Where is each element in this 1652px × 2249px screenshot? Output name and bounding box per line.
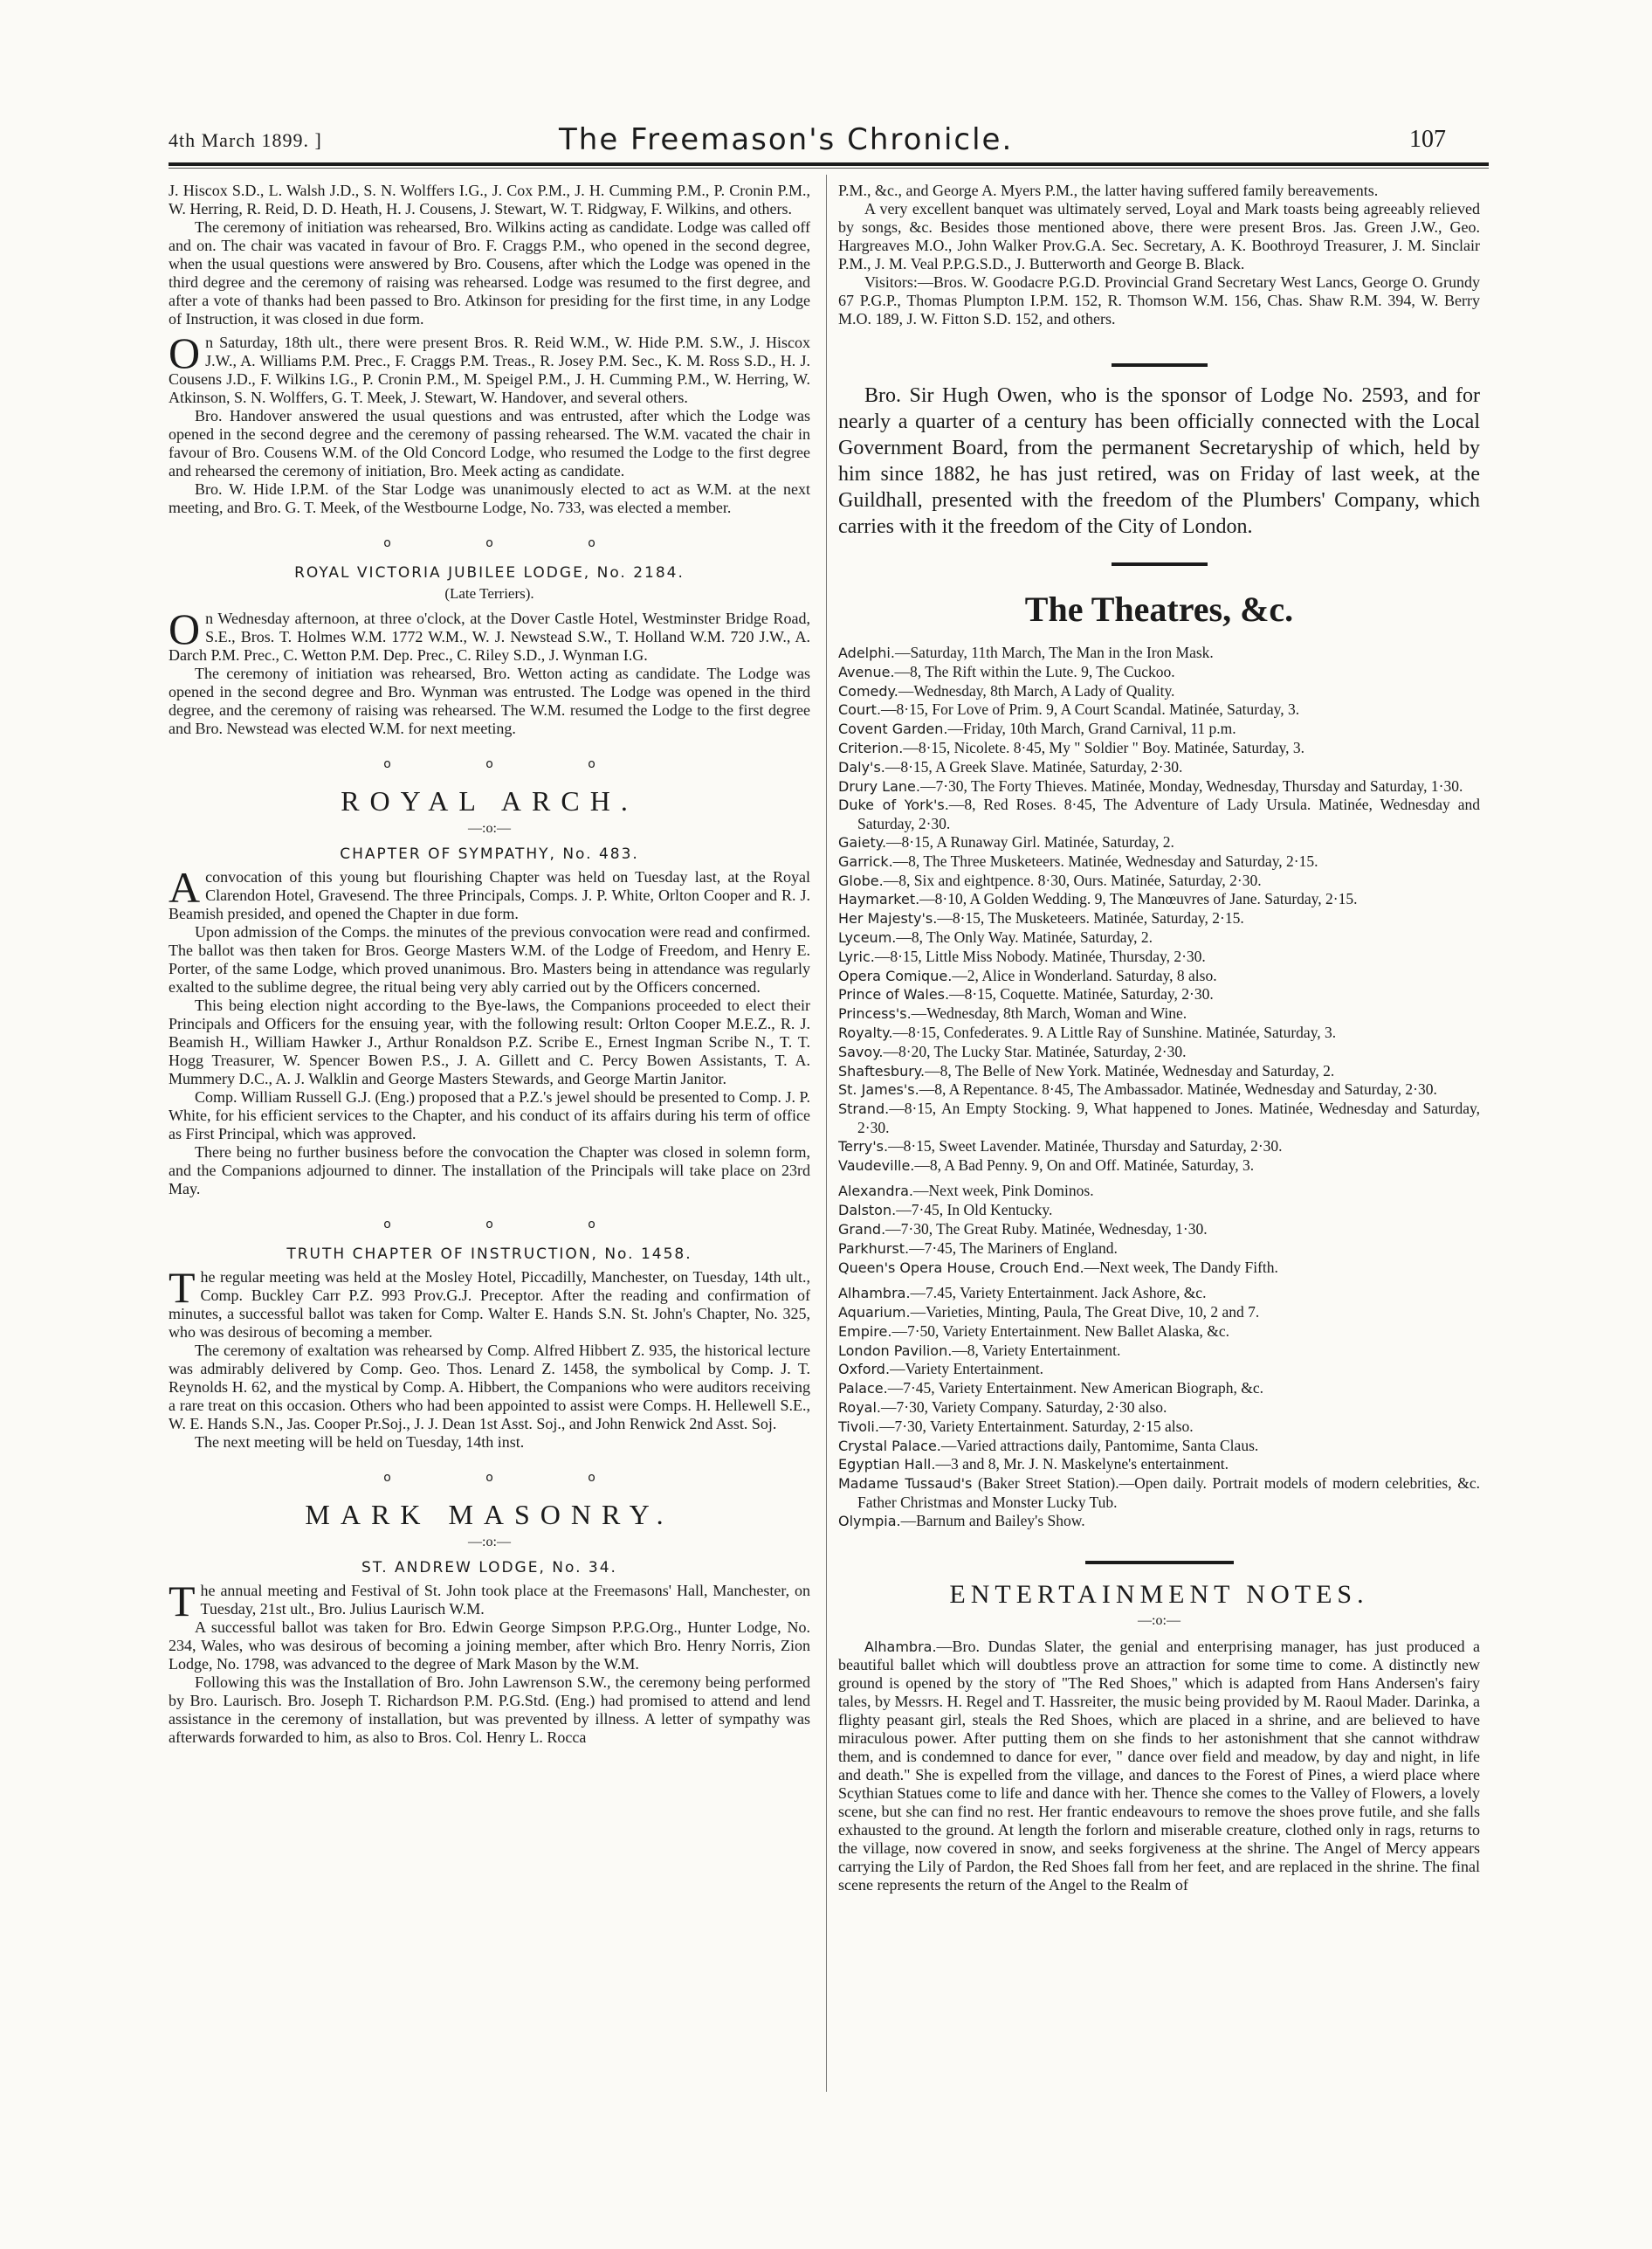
theatre-entry	[838, 1512, 1480, 1531]
theatre-name: Palace.	[838, 1380, 888, 1397]
rvj-lodge-title: ROYAL VICTORIA JUBILEE LODGE, No. 2184.	[294, 564, 685, 582]
left-column	[169, 182, 810, 2094]
theatre-details: —Next week, The Dandy Fifth.	[1084, 1258, 1278, 1276]
theatre-entry	[838, 1259, 1480, 1278]
theatre-entry	[838, 1379, 1480, 1398]
theatre-name: Madame Tussaud's	[838, 1475, 973, 1493]
theatre-entry	[838, 644, 1480, 663]
ornament-divider: o o o	[383, 1471, 641, 1485]
theatre-name: Grand.	[838, 1220, 886, 1238]
theatre-entry	[838, 1201, 1480, 1220]
right-column	[838, 182, 1480, 2094]
theatre-entry	[838, 1455, 1480, 1474]
theatre-name: Dalston.	[838, 1202, 897, 1219]
theatre-entry	[838, 852, 1480, 872]
theatre-details: —8·15, Coquette. Matinée, Saturday, 2·30.	[949, 985, 1214, 1004]
theatre-name: Alhambra.	[838, 1285, 911, 1302]
theatre-details: —7·30, Variety Company. Saturday, 2·30 also.	[881, 1398, 1167, 1417]
theatre-details: —Saturday, 11th March, The Man in the Iron Mask.	[894, 644, 1214, 661]
theatre-name: Strand.	[838, 1100, 890, 1118]
banquet-paragraph: A very excellent banquet was ultimately served, Loyal and Mark toasts being agreeably relieved by songs, &c. Besides those mentioned above, there were present Bros. Jas. Green J.W., Geo. Hargreaves M.O., John Walker Prov.G.A. Sec. Secretary, A. K. Boothroyd Treasurer, J. M. Sinclair P.M., J. M. Veal P.P.G.S.D., J. Butterworth and George B. Black.	[838, 200, 1480, 273]
theatre-details: —7·45, Variety Entertainment. New American Biograph, &c.	[887, 1379, 1263, 1397]
theatre-name: Olympia.	[838, 1512, 901, 1529]
theatre-name: Terry's.	[838, 1137, 889, 1155]
theatre-entry	[838, 890, 1480, 909]
continued-paragraph: P.M., &c., and George A. Myers P.M., the latter having suffered family bereavements.	[838, 182, 1379, 199]
theatre-details: —7.45, Variety Entertainment. Jack Ashore, &c.	[910, 1284, 1207, 1302]
section-bar	[1085, 1561, 1234, 1564]
theatre-entry	[838, 1360, 1480, 1379]
header-rule	[169, 162, 1489, 166]
theatre-entry	[838, 1043, 1480, 1062]
theatre-details: —2, Alice in Wonderland. Saturday, 8 also.	[952, 966, 1217, 984]
theatre-name: Queen's Opera House, Crouch End.	[838, 1259, 1084, 1276]
theatre-entry	[838, 1100, 1480, 1137]
theatre-entry	[838, 1062, 1480, 1081]
theatres-heading: The Theatres, &c.	[1024, 590, 1294, 629]
theatre-name: Prince of Wales.	[838, 986, 950, 1004]
theatre-details: —Varied attractions daily, Pantomime, Santa Claus.	[940, 1436, 1259, 1454]
sympathy-chapter-title: CHAPTER OF SYMPATHY, No. 483.	[340, 845, 639, 863]
theatre-details: —8·15, The Musketeers. Matinée, Saturday, 2·15.	[937, 909, 1244, 928]
st-andrew-lodge-title: ST. ANDREW LODGE, No. 34.	[361, 1559, 617, 1576]
theatre-name: Crystal Palace.	[838, 1437, 941, 1454]
theatre-name: Daly's.	[838, 758, 885, 776]
theatre-details: —8·15, Nicolete. 8·45, My " Soldier " Boy. Matinée, Saturday, 3.	[903, 738, 1305, 756]
theatre-entry	[838, 1342, 1480, 1361]
saturday-paragraph: On Saturday, 18th ult., there were present Bros. R. Reid W.M., W. Hide P.M. S.W., J. Hiscox J.W., A. Williams P.M. Prec., F. Craggs P.M. Treas., R. Josey P.M. Sec., K. M. Ross S.D., H. J. Cousens J.D., F. Wilkins I.G., P. Cronin P.M., M. Speigel P.M., J. H. Cumming P.M., W. Herring, W. Atkinson, S. N. Wolffers, G. T. Meek, J. Stewart, W. Handover, and several others.	[169, 328, 810, 406]
sympathy-paragraph-3: This being election night according to the Bye-laws, the Companions proceeded to elect their Principals and Officers for the ensuing year, with the following result: Orlton Cooper M.E.Z., R. J. Beamish H., William Hawker J., Arthur Ronaldson P.Z. Scribe E., Ernest Ingman Scribe N., T. T. Hogg Treasurer, W. Spencer Bowen P.S., J. A. Gillett and C. Percy Bowen Assistants, T. A. Mummery D.C., A. J. Walklin and George Masters Stewards, and George Martin Janitor.	[169, 997, 810, 1087]
theatre-name: Princess's.	[838, 1005, 912, 1023]
theatre-entry	[838, 985, 1480, 1004]
theatre-entry	[838, 928, 1480, 948]
theatre-name: Savoy.	[838, 1043, 884, 1060]
theatre-details: —Variety Entertainment.	[890, 1360, 1043, 1378]
theatre-name: Haymarket.	[838, 891, 920, 908]
theatre-details: —8, Variety Entertainment.	[952, 1341, 1121, 1359]
section-bar	[1112, 562, 1208, 566]
ornament-divider: o o o	[383, 536, 641, 550]
sympathy-paragraph: Aconvocation of this young but flourishing Chapter was held on Tuesday last, at the Royal Clarendon Hotel, Gravesend. The three Principals, Comps. J. P. White, Orlton Cooper and R. J. Beamish presided, and opened the Chapter in due form.	[169, 863, 810, 922]
st-andrew-paragraph-2: A successful ballot was taken for Bro. Edwin George Simpson P.P.G.Org., Hunter Lodge, No. 234, Wales, who was desirous of becoming a joining member, after which Bro. Henry Norris, Zion Lodge, No. 1798, was advanced to the degree of Mark Mason by the W.M.	[169, 1618, 810, 1673]
intro-paragraph: J. Hiscox S.D., L. Walsh J.D., S. N. Wolffers I.G., J. Cox P.M., J. H. Cumming P.M., P. Cronin P.M., W. Herring, R. Reid, D. D. Heath, H. J. Cousens, J. Stewart, W. T. Ridgway, F. Wilkins, and others.	[169, 182, 810, 217]
truth-chapter-title: TRUTH CHAPTER OF INSTRUCTION, No. 1458.	[286, 1245, 692, 1263]
theatre-name: Oxford.	[838, 1361, 891, 1378]
theatre-details: —8, Red Roses. 8·45, The Adventure of Lady Ursula. Matinée, Wednesday and Saturday, 2·30.	[857, 796, 1480, 833]
theatre-name: Tivoli.	[838, 1418, 879, 1435]
theatre-name: London Pavilion.	[838, 1342, 953, 1359]
theatre-entry	[838, 777, 1480, 797]
theatre-name: Egyptian Hall.	[838, 1456, 936, 1473]
theatre-entry	[838, 1080, 1480, 1100]
header-rule-thin	[169, 168, 1489, 169]
theatre-details: —8, A Repentance. 8·45, The Ambassador. Matinée, Wednesday and Saturday, 2·30.	[919, 1080, 1437, 1099]
alhambra-lead: Alhambra.	[864, 1638, 937, 1655]
sympathy-paragraph-2: Upon admission of the Comps. the minutes of the previous convocation were read and confirmed. The ballot was then taken for Bros. George Masters W.M. of the Lodge of Freedom, and Henry E. Porter, of the same Lodge, which proved unanimous. Bro. Masters being in attendance was regularly exalted to the sublime degree, the ritual being very ably carried out by the Officers concerned.	[169, 923, 810, 996]
intro-paragraph-2: The ceremony of initiation was rehearsed, Bro. Wilkins acting as candidate. Lodge was called off and on. The chair was vacated in favour of Bro. F. Craggs P.M., who opened in the second degree, when the usual questions were answered by Bro. Cousens, after which the Lodge was opened in the third degree and the ceremony of raising was rehearsed. Lodge was resumed to the first degree, and after a vote of thanks had been passed to Bro. Atkinson for presiding for the first time, in any Lodge of Instruction, it was closed in due form.	[169, 218, 810, 328]
theatre-entry	[838, 1322, 1480, 1342]
theatre-entry	[838, 758, 1480, 777]
theatre-details: —Friday, 10th March, Grand Carnival, 11 p.m.	[947, 720, 1236, 738]
theatre-entry	[838, 1137, 1480, 1156]
theatre-entry	[838, 1156, 1480, 1176]
theatre-details: —8, The Belle of New York. Matinée, Wednesday and Saturday, 2.	[925, 1061, 1335, 1080]
theatre-name: Drury Lane.	[838, 777, 920, 795]
section-colon: —:o:—	[468, 1535, 511, 1549]
truth-paragraph: The regular meeting was held at the Mosley Hotel, Piccadilly, Manchester, on Tuesday, 14th ult., Comp. Buckley Carr P.Z. 993 Prov.G.J. Preceptor. After the reading and confirmation of minutes, a successful ballot was taken for Comp. Walter E. Hands S.N. St. John's Chapter, No. 325, who was desirous of becoming a member.	[169, 1263, 810, 1341]
theatre-details: —7·30, Variety Entertainment. Saturday, 2·15 also.	[878, 1417, 1194, 1435]
issue-date: 4th March 1899. ]	[169, 129, 322, 151]
truth-paragraph-3: The next meeting will be held on Tuesday, 14th inst.	[195, 1433, 525, 1451]
section-colon: —:o:—	[468, 821, 511, 836]
theatre-details: —7·30, The Forty Thieves. Matinée, Monday, Wednesday, Thursday and Saturday, 1·30.	[919, 776, 1463, 795]
theatre-details: —8, Six and eightpence. 8·30, Ours. Matinée, Saturday, 2·30.	[883, 871, 1262, 889]
theatre-entry	[838, 1303, 1480, 1322]
theatre-name: Duke of York's.	[838, 797, 949, 814]
theatre-details: (Baker Street Station).—Open daily. Portrait models of modern celebrities, &c. Father Christmas and Monster Lucky Tub.	[857, 1474, 1480, 1512]
theatre-entry	[838, 948, 1480, 967]
theatre-details: —7·45, In Old Kentucky.	[896, 1201, 1053, 1219]
ornament-divider: o o o	[383, 757, 641, 771]
theatre-name: Adelphi.	[838, 645, 895, 661]
theatre-details: —8·10, A Golden Wedding. 9, The Manœuvres of Jane. Saturday, 2·15.	[919, 890, 1358, 908]
section-bar	[1112, 363, 1208, 367]
theatre-name: St. James's.	[838, 1081, 919, 1099]
theatre-name: Alexandra.	[838, 1183, 913, 1200]
theatre-name: Royalty.	[838, 1024, 893, 1041]
theatre-name: Parkhurst.	[838, 1239, 910, 1257]
st-andrew-paragraph-3: Following this was the Installation of Bro. John Lawrenson S.W., the ceremony being performed by Bro. Laurisch. Bro. Joseph T. Richardson P.M. P.G.Std. (Eng.) had promised to attend and lend assistance in the ceremony of installation, but was prevented by illness. A letter of sympathy was afterwards forwarded to him, as also to Bros. Col. Henry L. Rocca	[169, 1673, 810, 1746]
theatre-details: —Barnum and Bailey's Show.	[900, 1511, 1085, 1529]
theatre-entry	[838, 1239, 1480, 1259]
theatre-name: Lyceum.	[838, 928, 897, 946]
rvj-paragraph: On Wednesday afternoon, at three o'clock, at the Dover Castle Hotel, Westminster Bridge Road, S.E., Bros. T. Holmes W.M. 1772 W.M., W. J. Newstead S.W., T. Holland W.M. 720 J.W., A. Darch P.M. Prec., C. Wetton P.M. Dep. Prec., C. Riley S.D., J. Wynman I.G.	[169, 604, 810, 664]
theatre-entry	[838, 967, 1480, 986]
column-divider	[826, 175, 827, 2092]
theatre-entry	[838, 1284, 1480, 1303]
music-halls-list	[838, 1284, 1480, 1530]
theatre-entry	[838, 739, 1480, 758]
theatre-name: Garrick.	[838, 852, 893, 870]
theatre-details: —8·15, A Runaway Girl. Matinée, Saturday, 2.	[886, 832, 1174, 851]
visitors-paragraph: Visitors:—Bros. W. Goodacre P.G.D. Provincial Grand Secretary West Lancs, George O. Grundy 67 P.G.P., Thomas Plumpton I.P.M. 152, R. Thomson W.M. 156, Chas. Shaw R.M. 394, W. Berry M.O. 189, J. W. Fitton S.D. 152, and others.	[838, 273, 1480, 328]
theatre-name: Gaiety.	[838, 833, 887, 851]
royal-arch-heading: ROYAL ARCH.	[341, 785, 638, 817]
theatre-name: Court.	[838, 701, 882, 719]
suburban-theatres-list	[838, 1182, 1480, 1277]
theatre-details: —8·15, Little Miss Nobody. Matinée, Thursday, 2·30.	[874, 947, 1206, 965]
theatre-details: —Varieties, Minting, Paula, The Great Dive, 10, 2 and 7.	[910, 1303, 1260, 1321]
ornament-divider: o o o	[383, 1218, 641, 1231]
theatre-details: —3 and 8, Mr. J. N. Maskelyne's entertainment.	[935, 1455, 1229, 1473]
theatre-details: —8, A Bad Penny. 9, On and Off. Matinée, Saturday, 3.	[914, 1156, 1255, 1174]
theatre-details: —8·15, Sweet Lavender. Matinée, Thursday and Saturday, 2·30.	[888, 1136, 1283, 1155]
theatre-entry	[838, 1182, 1480, 1201]
alhambra-notes-text: —Bro. Dundas Slater, the genial and enterprising manager, has just produced a beautiful ballet which will doubtless prove an attraction for some time to come. A distinctly new ground is opened by the story of "The Red Shoes," which is adapted from Hans Andersen's fairy tales, by Messrs. H. Regel and T. Hassreiter, the music being provided by M. Raoul Mader. Darinka, a flighty peasant girl, steals the Red Shoes, which are placed in a shrine, and are believed to have miraculous power. After putting them on she finds to her astonishment that she cannot withdraw them, and is condemned to dance for ever, " dance over field and meadow, by day and night, in life and death." She is expelled from the village, and dances to the Forest of Pines, a wierd place where Scythian Statues come to life and dance with her. Thence she comes to the Valley of Flowers, a lovely scene, but she can find no rest. Her frantic endeavours to remove the shoes prove futile, and she falls exhausted to the ground. At length the forlorn and miserable creature, clothed only in rags, returns to the village, now covered in snow, and seeks forgiveness at the shrine. The Angel of Mercy appears carrying the Lily of Pardon, the Red Shoes fall from her feet, and are replaced in the shrine. The final scene represents the return of the Angel to the Realm of	[838, 1637, 1480, 1894]
theatre-entry	[838, 1398, 1480, 1418]
theatre-entry	[838, 700, 1480, 720]
sponsor-paragraph: Bro. Sir Hugh Owen, who is the sponsor of Lodge No. 2593, and for nearly a quarter of a century has been officially connected with the Local Government Board, from the permanent Secretaryship of which, held by him since 1882, he has just retired, was on Friday of last week, at the Guildhall, presented with the freedom of the Plumbers' Company, which carries with it the freedom of the City of London.	[838, 384, 1480, 538]
theatre-details: —8, The Only Way. Matinée, Saturday, 2.	[896, 928, 1153, 946]
theatre-entry	[838, 872, 1480, 891]
theatre-details: —8, The Three Musketeers. Matinée, Wednesday and Saturday, 2·15.	[892, 852, 1318, 870]
theatre-entry	[838, 1437, 1480, 1456]
theatre-details: —Wednesday, 8th March, A Lady of Quality.	[898, 681, 1175, 700]
rvj-lodge-subtitle: (Late Terriers).	[444, 585, 534, 602]
theatre-details: —7·45, The Mariners of England.	[909, 1238, 1118, 1257]
theatre-name: Aquarium.	[838, 1304, 911, 1321]
theatre-entry	[838, 833, 1480, 852]
theatre-entry	[838, 663, 1480, 682]
theatre-details: —7·30, The Great Ruby. Matinée, Wednesday, 1·30.	[885, 1219, 1208, 1238]
theatre-details: —8·15, An Empty Stocking. 9, What happened to Jones. Matinée, Wednesday and Saturday, 2·30.	[857, 1100, 1480, 1136]
saturday-paragraph-3: Bro. W. Hide I.P.M. of the Star Lodge was unanimously elected to act as W.M. at the next meeting, and Bro. G. T. Meek, of the Westbourne Lodge, No. 733, was elected a member.	[169, 480, 810, 516]
st-andrew-paragraph: The annual meeting and Festival of St. John took place at the Freemasons' Hall, Manchester, on Tuesday, 21st ult., Bro. Julius Laurisch W.M.	[169, 1576, 810, 1625]
theatre-name: Her Majesty's.	[838, 910, 938, 928]
theatre-name: Opera Comique.	[838, 967, 953, 984]
theatre-name: Covent Garden.	[838, 721, 948, 738]
mark-masonry-heading: MARK MASONRY.	[305, 1499, 674, 1530]
theatre-entry	[838, 682, 1480, 701]
page-number: 107	[1409, 126, 1446, 153]
theatre-details: —8·15, Confederates. 9. A Little Ray of Sunshine. Matinée, Saturday, 3.	[892, 1023, 1337, 1041]
theatre-name: Criterion.	[838, 739, 904, 756]
theatre-entry	[838, 1004, 1480, 1024]
masthead-title: The Freemason's Chronicle.	[559, 122, 1014, 157]
theatre-name: Shaftesbury.	[838, 1062, 926, 1080]
theatre-entry	[838, 909, 1480, 928]
theatre-details: —7·50, Variety Entertainment. New Ballet Alaska, &c.	[891, 1321, 1229, 1340]
theatre-details: —8·15, For Love of Prim. 9, A Court Scandal. Matinée, Saturday, 3.	[881, 700, 1300, 719]
section-colon: —:o:—	[1138, 1612, 1180, 1628]
theatre-entry	[838, 796, 1480, 833]
theatre-entry	[838, 1418, 1480, 1437]
theatre-entry	[838, 1024, 1480, 1043]
theatre-name: Vaudeville.	[838, 1156, 915, 1174]
theatre-name: Lyric.	[838, 948, 875, 965]
theatre-name: Empire.	[838, 1322, 892, 1340]
theatre-entry	[838, 1474, 1480, 1512]
theatre-details: —8·15, A Greek Slave. Matinée, Saturday, 2·30.	[885, 757, 1183, 776]
sympathy-paragraph-4: Comp. William Russell G.J. (Eng.) proposed that a P.Z.'s jewel should be presented to Comp. J. P. White, for his efficient services to the Chapter, and his conduct of its affairs during his term of office as First Principal, which was approved.	[169, 1088, 810, 1142]
theatre-details: —8·20, The Lucky Star. Matinée, Saturday, 2·30.	[883, 1042, 1187, 1060]
saturday-paragraph-2: Bro. Handover answered the usual questions and was entrusted, after which the Lodge was opened in the second degree and the ceremony of passing rehearsed. The W.M. vacated the chair in favour of Bro. Cousens W.M. of the Old Concord Lodge, who resumed the Lodge to the first degree and rehearsed the ceremony of initiation, Bro. Meek acting as candidate.	[169, 407, 810, 479]
theatre-details: —Next week, Pink Dominos.	[913, 1182, 1094, 1200]
theatre-name: Globe.	[838, 872, 884, 889]
theatres-list	[838, 644, 1480, 1175]
theatre-details: —8, The Rift within the Lute. 9, The Cuckoo.	[894, 662, 1175, 680]
theatre-entry	[838, 1220, 1480, 1239]
sympathy-paragraph-5: There being no further business before the convocation the Chapter was closed in solemn form, and the Companions adjourned to dinner. The installation of the Principals will take place on 23rd May.	[169, 1143, 810, 1197]
truth-paragraph-2: The ceremony of exaltation was rehearsed by Comp. Alfred Hibbert Z. 935, the historical lecture was admirably delivered by Comp. Geo. Thos. Lenard Z. 1458, the symbolical by Comp. J. T. Reynolds H. 62, and the mystical by Comp. A. Hibbert, the Companions who were auditors receiving a rare treat on this occasion. Others who had been appointed to assist were Comps. H. Hellewell S.E., W. E. Hands S.N., Jas. Cooper Pr.Soj., J. J. Dean 1st Asst. Soj., and John Renwick 2nd Asst. Soj.	[169, 1342, 810, 1432]
alhambra-notes-paragraph	[838, 1638, 1480, 1894]
entertainment-notes-heading: ENTERTAINMENT NOTES.	[949, 1579, 1369, 1609]
theatre-details: —Wednesday, 8th March, Woman and Wine.	[911, 1004, 1187, 1023]
theatre-name: Royal.	[838, 1399, 881, 1417]
theatre-name: Avenue.	[838, 663, 895, 680]
theatre-name: Comedy.	[838, 682, 898, 700]
theatre-entry	[838, 720, 1480, 739]
rvj-paragraph-2: The ceremony of initiation was rehearsed, Bro. Wetton acting as candidate. The Lodge was opened in the second degree and Bro. Wynman was entrusted. The Lodge was opened in the third degree, and the ceremony of raising was rehearsed. The W.M. resumed the Lodge to the first degree and Bro. Newstead was elected W.M. for next meeting.	[169, 665, 810, 737]
